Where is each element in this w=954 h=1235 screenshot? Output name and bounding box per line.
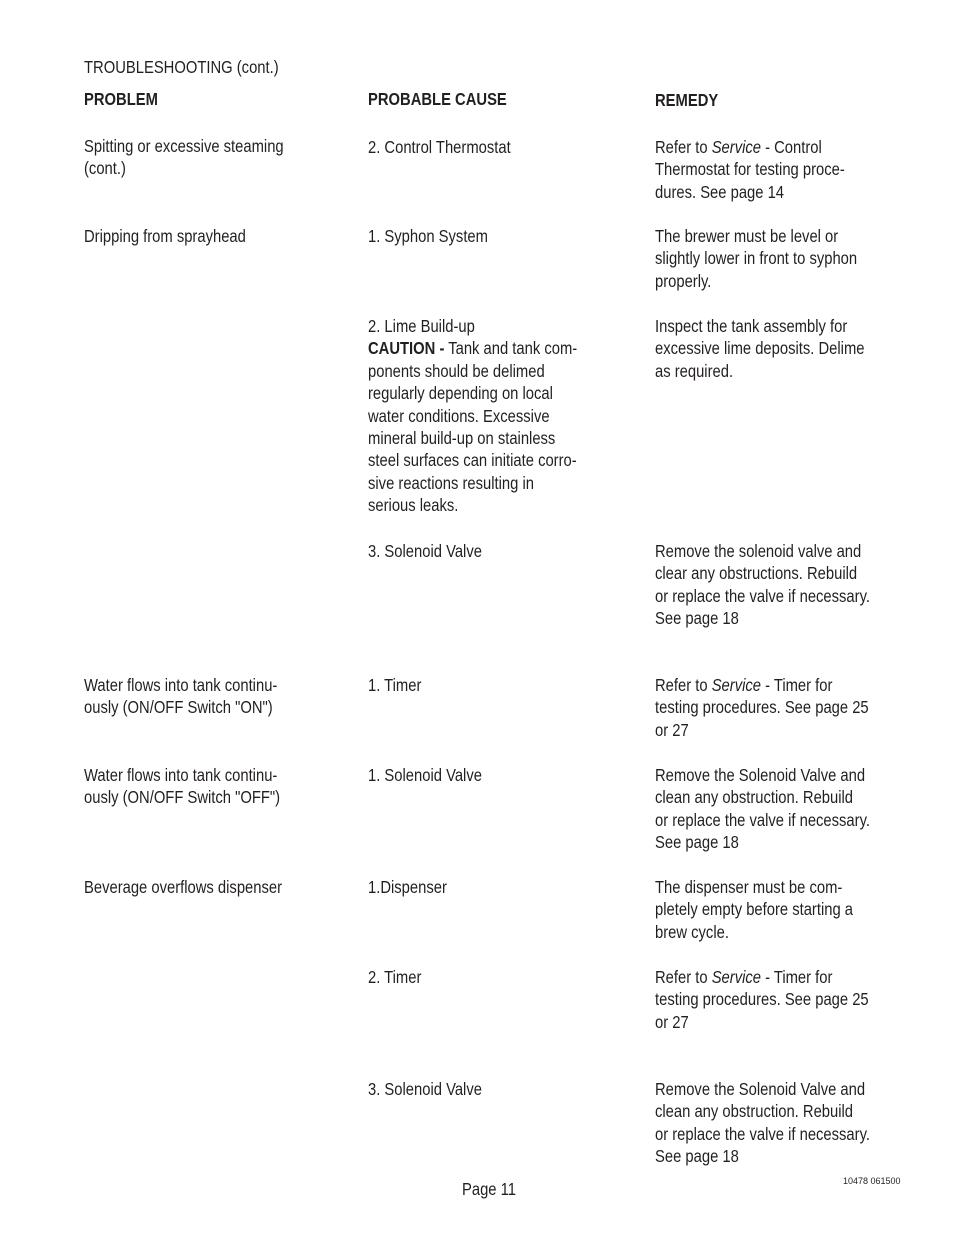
problem-text: Water flows into tank continu- ously (ON/OFF Switch "OFF") — [84, 765, 281, 808]
remedy-service-ref: Service — [711, 137, 761, 157]
cause-text: 3. Solenoid Valve — [368, 1079, 482, 1099]
document-number: 10478 061500 — [843, 1176, 901, 1186]
remedy-service-ref: Service — [711, 967, 761, 987]
remedy-text — [655, 966, 913, 1033]
remedy-text: Remove the solenoid valve and clear any obstructions. Rebuild or replace the valve if necessary. See page 18 — [655, 541, 870, 629]
remedy-rest: - Control Thermostat for testing proce- dures. See page 14 — [655, 137, 845, 202]
problem-text: Beverage overflows dispenser — [84, 877, 283, 897]
problem-text: Dripping from sprayhead — [84, 226, 246, 246]
remedy-prefix: Refer to — [655, 137, 712, 157]
caution-text: Tank and tank com- ponents should be delimed regularly depending on local water conditions. Excessive mineral build-up on stainless steel surfaces can initiate corro- sive reactions resulting in serious leaks. — [368, 338, 578, 516]
problem-text: Water flows into tank continu- ously (ON/OFF Switch "ON") — [84, 675, 278, 718]
cause-text: 2. Timer — [368, 967, 422, 987]
remedy-text: Remove the Solenoid Valve and clean any obstruction. Rebuild or replace the valve if necessary. See page 18 — [655, 1079, 870, 1167]
header-remedy: REMEDY — [655, 90, 719, 110]
remedy-text: Remove the Solenoid Valve and clean any obstruction. Rebuild or replace the valve if necessary. See page 18 — [655, 765, 870, 853]
cause-title: 2. Lime Build-up — [368, 316, 475, 336]
section-title: TROUBLESHOOTING (cont.) — [84, 57, 279, 77]
header-probable-cause: PROBABLE CAUSE — [368, 89, 507, 109]
remedy-text — [655, 136, 913, 203]
cause-text: 1.Dispenser — [368, 877, 447, 897]
cause-text: 3. Solenoid Valve — [368, 541, 482, 561]
problem-text: Spitting or excessive steaming (cont.) — [84, 136, 284, 179]
remedy-prefix: Refer to — [655, 675, 712, 695]
remedy-rest: - Timer for testing procedures. See page 25 or 27 — [655, 675, 869, 740]
page-number: Page 11 — [462, 1179, 516, 1199]
remedy-prefix: Refer to — [655, 967, 712, 987]
remedy-text: Inspect the tank assembly for excessive lime deposits. Delime as required. — [655, 316, 865, 381]
remedy-rest: - Timer for testing procedures. See page 25 or 27 — [655, 967, 869, 1032]
cause-text: 1. Solenoid Valve — [368, 765, 482, 785]
cause-text — [368, 315, 626, 517]
cause-text: 1. Syphon System — [368, 226, 488, 246]
caution-label: CAUTION - — [368, 338, 445, 359]
cause-text: 2. Control Thermostat — [368, 137, 511, 157]
remedy-text — [655, 674, 913, 741]
cause-text: 1. Timer — [368, 675, 422, 695]
remedy-text: The dispenser must be com- pletely empty before starting a brew cycle. — [655, 877, 854, 942]
header-problem: PROBLEM — [84, 89, 158, 109]
remedy-service-ref: Service — [711, 675, 761, 695]
remedy-text: The brewer must be level or slightly lower in front to syphon properly. — [655, 226, 858, 291]
